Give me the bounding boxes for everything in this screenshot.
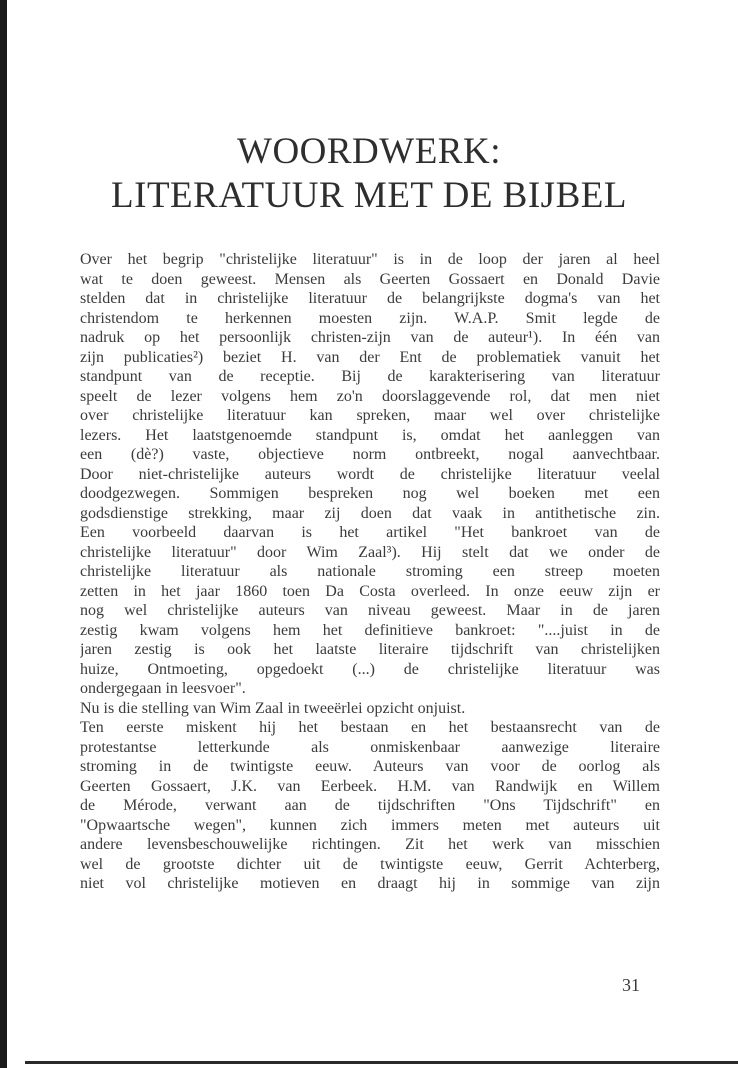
text-line: godsdienstige strekking, maar zij doen dat vaak in antithetische zin. [80, 504, 660, 522]
text-line: Over het begrip "christelijke literatuur" is in de loop der jaren al heel [80, 251, 660, 268]
text-line: zetten in het jaar 1860 toen Da Costa overleed. In onze eeuw zijn er [80, 582, 660, 600]
text-line: de Mérode, verwant aan de tijdschriften "Ons Tijdschrift" en [80, 797, 660, 814]
text-line: Een voorbeeld daarvan is het artikel "Het bankroet van de [80, 524, 660, 541]
text-line: over christelijke literatuur kan spreken, maar wel over christelijke [80, 407, 660, 424]
text-line: nog wel christelijke auteurs van niveau geweest. Maar in de jaren [80, 602, 660, 619]
text-line: zestig kwam volgens hem het definitieve bankroet: "....juist in de [80, 621, 660, 639]
text-line: standpunt van de receptie. Bij de karakterisering van literatuur [80, 368, 660, 385]
page-number: 31 [622, 975, 640, 995]
text-line: stroming in de twintigste eeuw. Auteurs van voor de oorlog als [80, 758, 660, 775]
text-line: speelt de lezer volgens hem zo'n doorslaggevende rol, dat men niet [80, 387, 660, 405]
text-line: christendom te herkennen moesten zijn. W.A.P. Smit legde de [80, 309, 660, 327]
text-line: zijn publicaties²) beziet H. van der Ent de problematiek vanuit het [80, 348, 660, 366]
article-title [60, 130, 678, 218]
text-line: lezers. Het laatstgenoemde standpunt is, omdat het aanleggen van [80, 426, 660, 444]
text-line: Geerten Gossaert, J.K. van Eerbeek. H.M. van Randwijk en Willem [80, 777, 660, 795]
scan-bottom-edge [25, 1061, 738, 1064]
text-line: een (dè?) vaste, objectieve norm ontbreekt, nogal aanvechtbaar. [80, 446, 660, 463]
text-line: christelijke literatuur" door Wim Zaal³). Hij stelt dat we onder de [80, 543, 660, 561]
scan-left-edge [0, 0, 7, 1068]
text-line: wat te doen geweest. Mensen als Geerten Gossaert en Donald Davie [80, 270, 660, 288]
text-line: stelden dat in christelijke literatuur de belangrijkste dogma's van het [80, 290, 660, 307]
article-body [80, 250, 660, 894]
title-line-1: WOORDWERK: [237, 131, 501, 172]
text-line: Nu is die stelling van Wim Zaal in tweeërlei opzicht onjuist. [80, 699, 466, 717]
text-line: jaren zestig is ook het laatste literaire tijdschrift van christelijken [80, 641, 660, 658]
text-line: protestantse letterkunde als onmiskenbaar aanwezige literaire [80, 738, 660, 756]
text-line: huize, Ontmoeting, opgedoekt (...) de christelijke literatuur was [80, 660, 660, 678]
text-line: Door niet-christelijke auteurs wordt de christelijke literatuur veelal [80, 465, 660, 483]
text-line: wel de grootste dichter uit de twintigste eeuw, Gerrit Achterberg, [80, 855, 660, 873]
text-line: niet vol christelijke motieven en draagt hij in sommige van zijn [80, 875, 660, 892]
text-line: ondergegaan in leesvoer". [80, 680, 246, 697]
text-line: Ten eerste miskent hij het bestaan en het bestaansrecht van de [80, 719, 660, 736]
title-line-2: LITERATUUR MET DE BIJBEL [111, 175, 627, 216]
text-line: "Opwaartsche wegen", kunnen zich immers meten met auteurs uit [80, 816, 660, 834]
text-line: nadruk op het persoonlijk christen-zijn van de auteur¹). In één van [80, 329, 660, 346]
text-line: christelijke literatuur als nationale stroming een streep moeten [80, 563, 660, 580]
text-line: andere levensbeschouwelijke richtingen. Zit het werk van misschien [80, 836, 660, 853]
text-line: doodgezwegen. Sommigen bespreken nog wel boeken met een [80, 485, 660, 502]
